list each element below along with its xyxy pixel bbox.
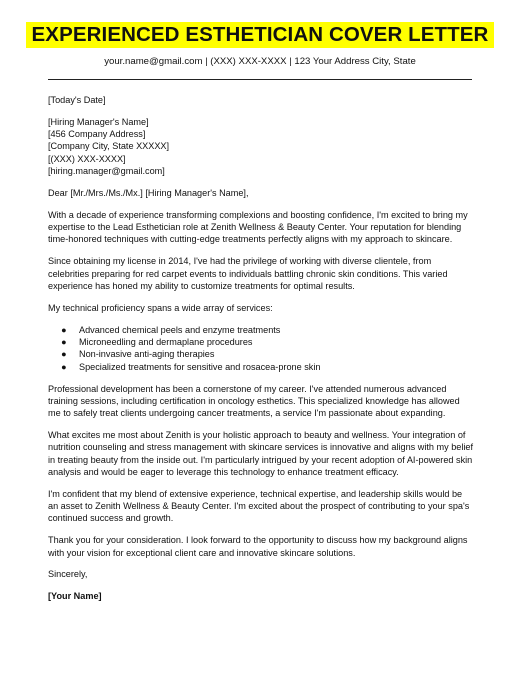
header-divider bbox=[48, 79, 472, 80]
paragraph-motivation: What excites me most about Zenith is your holistic approach to beauty and wellness. Your integration of nutrition counseling and stress management with skincare services is innovative and aligns with my belief in treating beauty from the inside out. I'm particularly intrigued by your recent adoption of AI-powered skin analysis and would be eager to leverage this technology to enhance treatment efficacy. bbox=[48, 429, 474, 477]
contact-line: your.name@gmail.com | (XXX) XXX-XXXX | 123 Your Address City, State bbox=[104, 56, 416, 67]
paragraph-intro: With a decade of experience transforming complexions and boosting confidence, I'm excited to bring my expertise to the Lead Esthetician role at Zenith Wellness & Beauty Center. Your reputation for blending time-honored techniques with cutting-edge treatments perfectly aligns with my approach to skincare. bbox=[48, 209, 468, 245]
list-item bbox=[48, 336, 474, 348]
services-list bbox=[48, 324, 474, 373]
bullet-icon: ● bbox=[61, 349, 67, 360]
service-label: Non-invasive anti-aging therapies bbox=[79, 349, 215, 360]
bullet-icon: ● bbox=[61, 337, 67, 348]
letter-body bbox=[48, 94, 474, 612]
paragraph-experience: Since obtaining my license in 2014, I've had the privilege of working with diverse clientele, from celebrities preparing for red carpet events to individuals battling chronic skin conditions. This varied experience has honed my ability to customize treatments for optimal results. bbox=[48, 256, 448, 291]
list-item bbox=[48, 348, 474, 360]
page-title: EXPERIENCED ESTHETICIAN COVER LETTER bbox=[26, 22, 495, 48]
recipient-name: [Hiring Manager's Name] bbox=[48, 116, 149, 127]
recipient-city-state: [Company City, State XXXXX] bbox=[48, 141, 170, 152]
recipient-email: [hiring.manager@gmail.com] bbox=[48, 166, 165, 177]
salutation: Dear [Mr./Mrs./Ms./Mx.] [Hiring Manager's Name], bbox=[48, 187, 249, 198]
recipient-block bbox=[48, 116, 474, 177]
paragraph-services-intro: My technical proficiency spans a wide array of services: bbox=[48, 302, 273, 313]
recipient-phone: [(XXX) XXX-XXXX] bbox=[48, 153, 126, 164]
letter-date: [Today's Date] bbox=[48, 95, 106, 105]
service-label: Microneedling and dermaplane procedures bbox=[79, 337, 253, 348]
service-label: Specialized treatments for sensitive and rosacea-prone skin bbox=[79, 361, 321, 372]
bullet-icon: ● bbox=[61, 361, 67, 372]
closing: Sincerely, bbox=[48, 569, 88, 580]
paragraph-confidence: I'm confident that my blend of extensive experience, technical expertise, and leadership skills would be an asset to Zenith Wellness & Beauty Center. I'm excited about the prospect of contributing to your spa's continued success and growth. bbox=[48, 488, 470, 524]
service-label: Advanced chemical peels and enzyme treatments bbox=[79, 324, 281, 335]
recipient-address: [456 Company Address] bbox=[48, 129, 146, 140]
list-item bbox=[48, 324, 474, 336]
paragraph-development: Professional development has been a cornerstone of my career. I've attended numerous advanced training sessions, including certification in oncology esthetics. This specialized knowledge has allowed me to safely treat clients undergoing cancer treatments, a service I'm passionate about expanding. bbox=[48, 383, 460, 419]
title-block bbox=[0, 22, 520, 48]
signature: [Your Name] bbox=[48, 591, 102, 602]
list-item bbox=[48, 361, 474, 373]
bullet-icon: ● bbox=[61, 324, 67, 335]
paragraph-thanks: Thank you for your consideration. I look forward to the opportunity to discuss how my background aligns with your vision for exceptional client care and innovative skincare solutions. bbox=[48, 535, 468, 558]
